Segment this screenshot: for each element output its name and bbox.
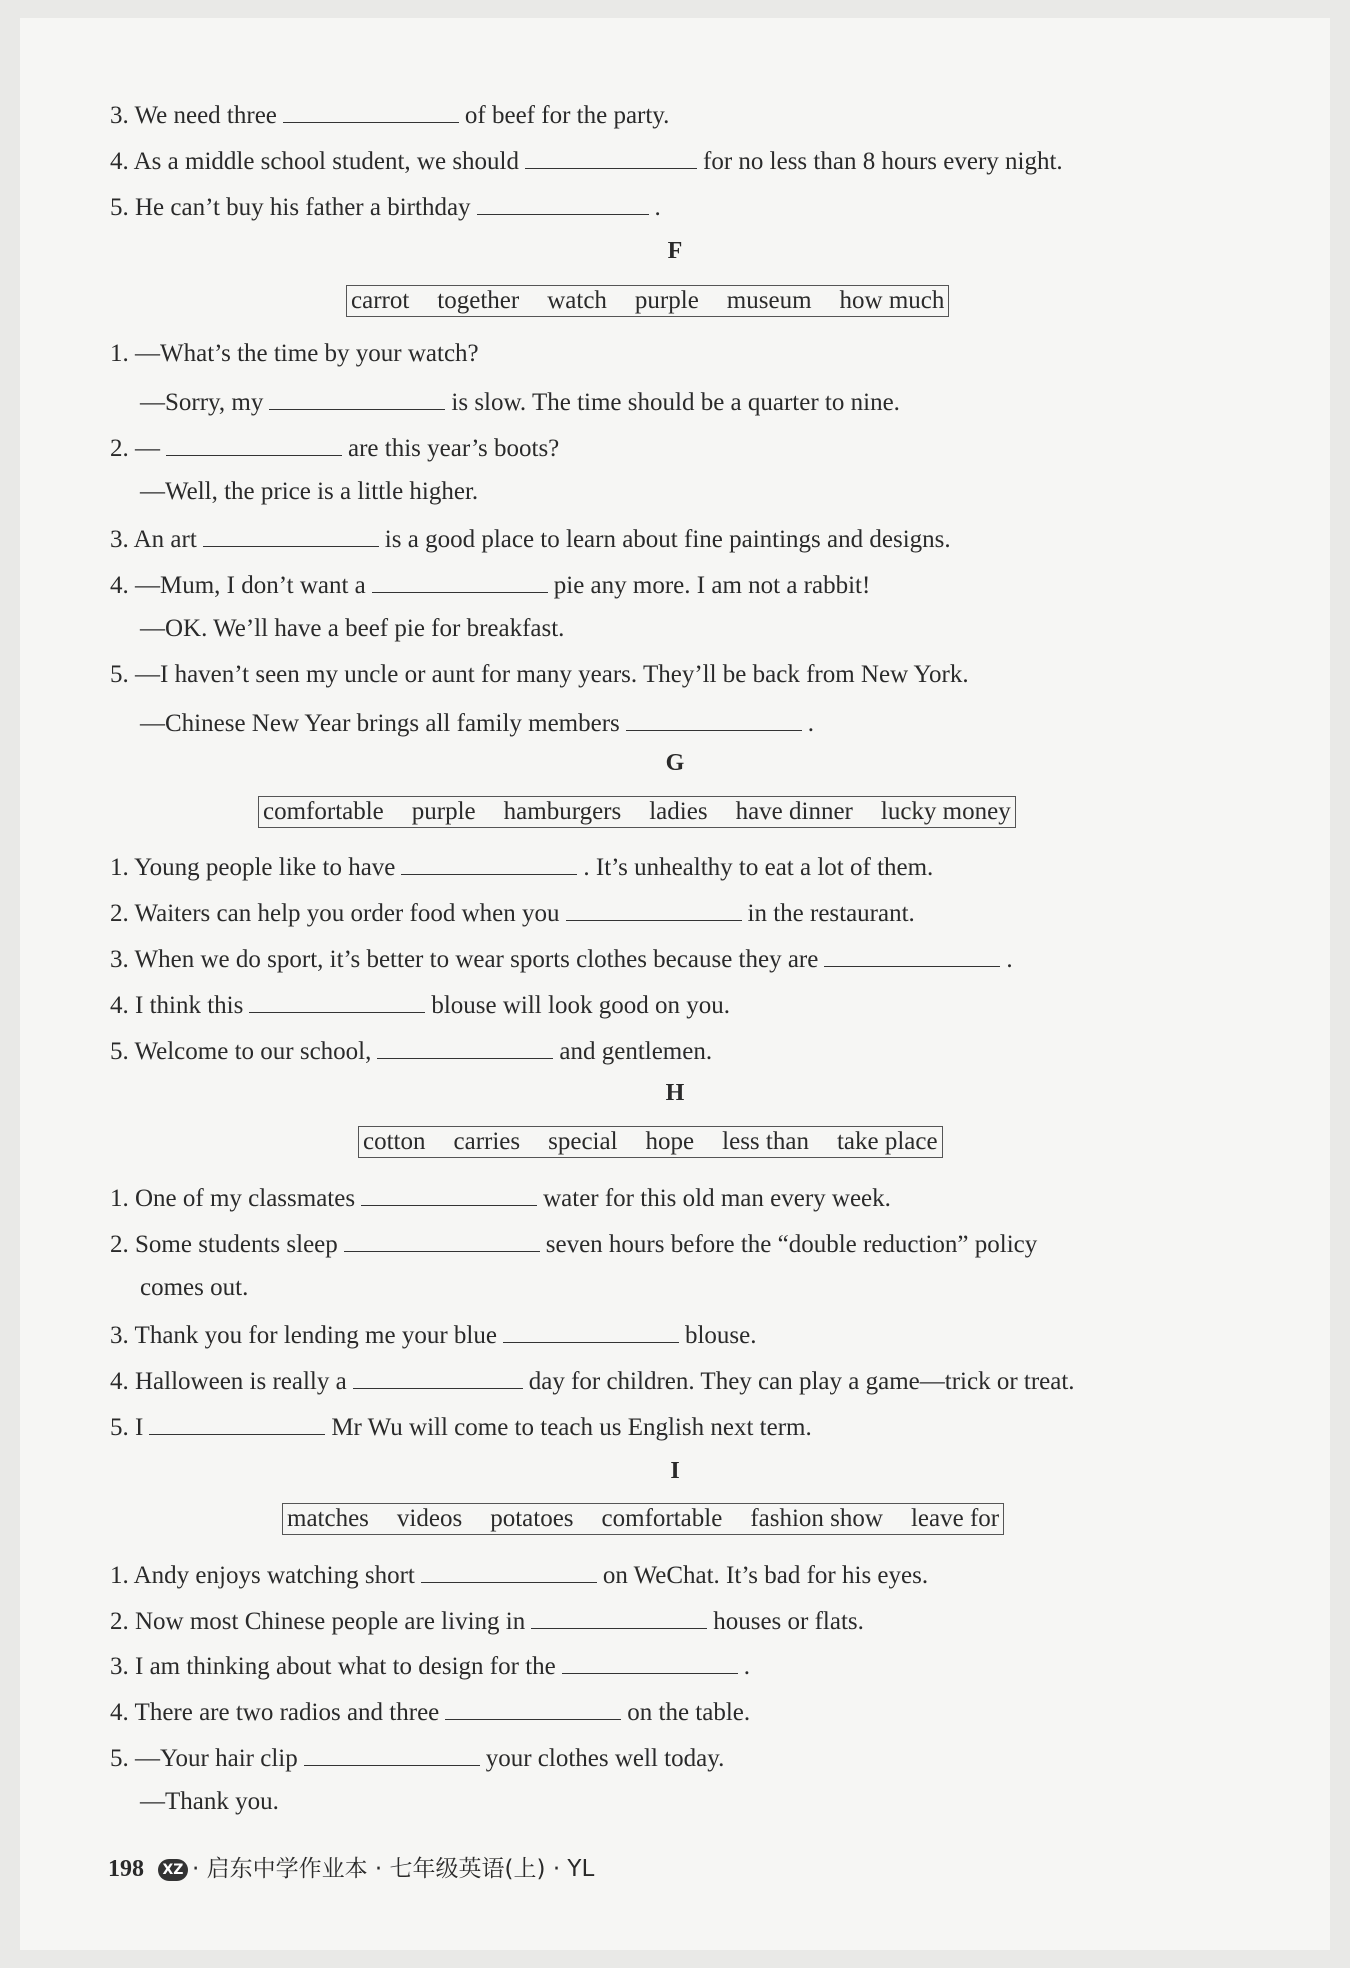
word-bank-item: comfortable: [601, 1505, 723, 1532]
answer-blank[interactable]: [344, 1229, 540, 1252]
word-bank-item: watch: [547, 287, 607, 314]
exercise-line: 5. He can’t buy his father a birthday .: [110, 194, 661, 221]
answer-blank[interactable]: [566, 898, 742, 921]
answer-blank[interactable]: [824, 944, 1000, 967]
answer-blank[interactable]: [353, 1366, 523, 1389]
exercise-line: 2. Some students sleep seven hours before the “double reduction” policy: [110, 1231, 1038, 1258]
word-bank-item: potatoes: [490, 1505, 574, 1532]
publisher-badge: XZ: [158, 1859, 188, 1881]
word-bank-item: have dinner: [735, 798, 853, 825]
answer-blank[interactable]: [477, 192, 649, 215]
answer-blank[interactable]: [377, 1036, 553, 1059]
answer-blank[interactable]: [304, 1743, 480, 1766]
answer-blank[interactable]: [503, 1320, 679, 1343]
book-title: · 启东中学作业本 · 七年级英语(上) · YL: [192, 1856, 595, 1882]
word-bank-h: [358, 1126, 943, 1158]
section-title-i: I: [670, 1458, 680, 1484]
exercise-line: comes out.: [140, 1274, 249, 1301]
word-bank-item: take place: [836, 1128, 938, 1155]
word-bank-item: cotton: [363, 1128, 426, 1155]
exercise-line: —Well, the price is a little higher.: [140, 478, 479, 505]
word-bank-item: hope: [645, 1128, 695, 1155]
answer-blank[interactable]: [531, 1606, 707, 1629]
section-title-h: H: [665, 1080, 685, 1106]
answer-blank[interactable]: [361, 1183, 537, 1206]
word-bank-item: lucky money: [880, 798, 1011, 825]
exercise-line: 4. As a middle school student, we should for no less than 8 hours every night.: [110, 148, 1063, 175]
word-bank-item: together: [437, 287, 520, 314]
word-bank-item: how much: [839, 287, 945, 314]
page-number: 198: [108, 1856, 144, 1882]
exercise-line: 4. I think this blouse will look good on you.: [110, 992, 730, 1019]
section-title-f: F: [667, 238, 683, 264]
answer-blank[interactable]: [166, 433, 342, 456]
exercise-line: 4. —Mum, I don’t want a pie any more. I am not a rabbit!: [110, 572, 871, 599]
exercise-line: —OK. We’ll have a beef pie for breakfast.: [140, 615, 565, 642]
word-bank-item: purple: [634, 287, 699, 314]
exercise-line: 1. —What’s the time by your watch?: [110, 340, 479, 367]
exercise-line: —Sorry, my is slow. The time should be a quarter to nine.: [140, 389, 900, 416]
word-bank-item: less than: [722, 1128, 809, 1155]
exercise-line: 4. There are two radios and three on the table.: [110, 1699, 751, 1726]
exercise-line: 2. Waiters can help you order food when you in the restaurant.: [110, 900, 915, 927]
answer-blank[interactable]: [249, 990, 425, 1013]
exercise-line: 5. Welcome to our school, and gentlemen.: [110, 1038, 713, 1065]
exercise-line: 4. Halloween is really a day for children. They can play a game—trick or treat.: [110, 1368, 1075, 1395]
word-bank-item: fashion show: [750, 1505, 883, 1532]
word-bank-item: ladies: [649, 798, 708, 825]
word-bank-item: special: [548, 1128, 618, 1155]
word-bank-g: [258, 796, 1016, 828]
answer-blank[interactable]: [562, 1651, 738, 1674]
word-bank-i: [282, 1503, 1004, 1535]
word-bank-item: videos: [396, 1505, 463, 1532]
exercise-line: —Thank you.: [140, 1788, 279, 1815]
answer-blank[interactable]: [283, 100, 459, 123]
word-bank-item: leave for: [910, 1505, 1000, 1532]
exercise-line: 3. We need three of beef for the party.: [110, 102, 670, 129]
exercise-line: 5. —Your hair clip your clothes well today.: [110, 1745, 725, 1772]
answer-blank[interactable]: [269, 387, 445, 410]
exercise-line: 3. Thank you for lending me your blue blouse.: [110, 1322, 757, 1349]
answer-blank[interactable]: [626, 708, 802, 731]
answer-blank[interactable]: [445, 1697, 621, 1720]
word-bank-item: matches: [287, 1505, 369, 1532]
exercise-line: 5. —I haven’t seen my uncle or aunt for many years. They’ll be back from New York.: [110, 661, 969, 688]
exercise-line: 3. I am thinking about what to design for the .: [110, 1653, 751, 1680]
section-title-g: G: [665, 750, 685, 776]
answer-blank[interactable]: [203, 524, 379, 547]
exercise-line: 5. I Mr Wu will come to teach us English next term.: [110, 1414, 812, 1441]
word-bank-item: carries: [453, 1128, 521, 1155]
exercise-line: 2. — are this year’s boots?: [110, 435, 560, 462]
exercise-line: 1. Andy enjoys watching short on WeChat. It’s bad for his eyes.: [110, 1562, 929, 1589]
exercise-line: 1. One of my classmates water for this old man every week.: [110, 1185, 891, 1212]
exercise-line: 3. When we do sport, it’s better to wear sports clothes because they are .: [110, 946, 1013, 973]
answer-blank[interactable]: [372, 570, 548, 593]
exercise-line: 3. An art is a good place to learn about fine paintings and designs.: [110, 526, 951, 553]
exercise-line: 2. Now most Chinese people are living in houses or flats.: [110, 1608, 864, 1635]
word-bank-item: museum: [726, 287, 812, 314]
exercise-line: 1. Young people like to have . It’s unhealthy to eat a lot of them.: [110, 854, 934, 881]
answer-blank[interactable]: [149, 1412, 325, 1435]
word-bank-item: purple: [411, 798, 476, 825]
page-footer: [108, 1850, 594, 1883]
answer-blank[interactable]: [525, 146, 697, 169]
answer-blank[interactable]: [421, 1560, 597, 1583]
exercise-line: —Chinese New Year brings all family members .: [140, 710, 815, 737]
word-bank-item: comfortable: [263, 798, 384, 825]
word-bank-item: carrot: [351, 287, 410, 314]
word-bank-item: hamburgers: [503, 798, 622, 825]
answer-blank[interactable]: [401, 852, 577, 875]
word-bank-f: [346, 285, 949, 317]
